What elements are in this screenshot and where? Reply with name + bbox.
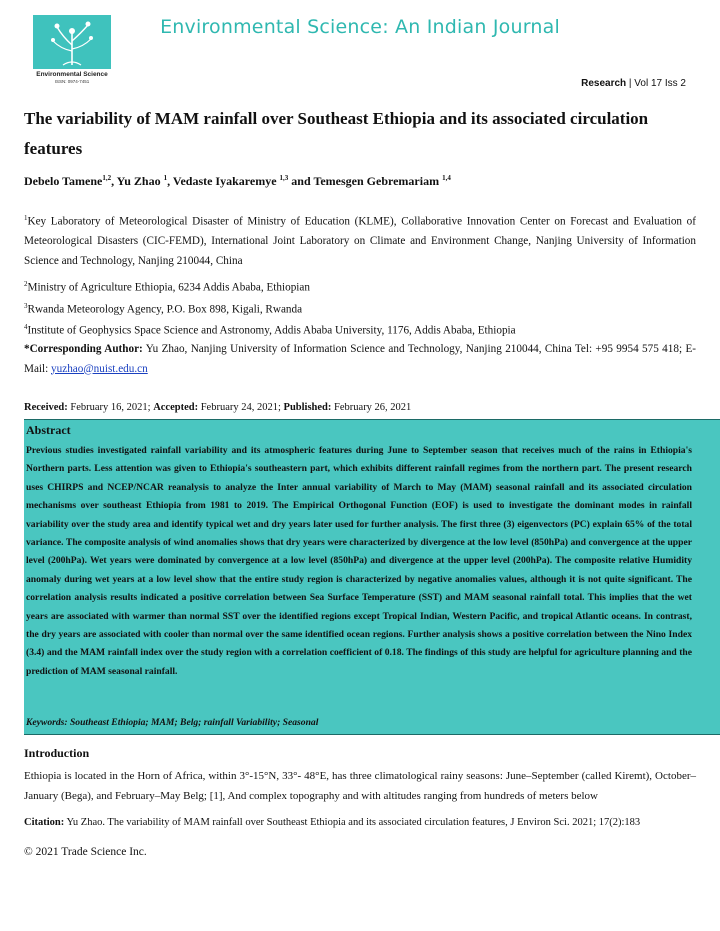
citation-text: Yu Zhao. The variability of MAM rainfall over Southeast Ethiopia and its associated circulation features, J Environ Sci. 2021; 17(2):183 xyxy=(66,817,641,828)
introduction-heading: Introduction xyxy=(24,746,90,760)
issue-line xyxy=(581,78,686,89)
author-name: Vedaste Iyakaremye xyxy=(172,174,277,188)
affiliation-text: Ministry of Agriculture Ethiopia, 6234 Addis Ababa, Ethiopian xyxy=(27,281,310,294)
author-affiliation-marker: 1,2 xyxy=(102,174,112,182)
author-affiliation-marker: 1,3 xyxy=(279,174,289,182)
published-label: Published: xyxy=(283,402,332,413)
affiliation-marker: 4 xyxy=(24,323,28,331)
author-name: Temesgen Gebremariam xyxy=(313,174,440,188)
affiliation xyxy=(24,209,696,271)
corresponding-author xyxy=(24,340,696,379)
author-name: Yu Zhao xyxy=(116,174,161,188)
author-affiliation-marker: 1 xyxy=(163,174,168,182)
affiliation-text: Rwanda Meteorology Agency, P.O. Box 898, Kigali, Rwanda xyxy=(27,303,303,316)
accepted-label: Accepted: xyxy=(153,402,199,413)
affiliation-marker: 2 xyxy=(24,280,28,288)
affiliation-marker: 1 xyxy=(24,214,28,222)
introduction-text: Ethiopia is located in the Horn of Africa, within 3°-15°N, 33°- 48°E, has three climatological rainy seasons: June–September (called Kiremt), October–January (Bega), and February–May Belg; [1], And complex topography and with altitudes ranging from hundreds of meters below xyxy=(24,770,696,802)
affiliation xyxy=(24,318,696,341)
author-name: Debelo Tamene xyxy=(24,174,103,188)
author-separator: , xyxy=(167,174,173,188)
citation xyxy=(24,816,696,830)
affiliation-marker: 3 xyxy=(24,302,28,310)
paper-title: The variability of MAM rainfall over Southeast Ethiopia and its associated circulation features xyxy=(24,109,649,158)
citation-label: Citation: xyxy=(24,817,65,828)
author-list xyxy=(24,174,451,189)
abstract-box xyxy=(24,419,720,735)
received-date: February 16, 2021; xyxy=(70,402,151,413)
logo-issn-text: ISSN: 0974-7451 xyxy=(54,79,90,84)
affiliation xyxy=(24,297,696,320)
article-type: Research xyxy=(581,78,627,89)
author-affiliation-marker: 1,4 xyxy=(442,174,451,182)
affiliation xyxy=(24,275,696,298)
received-label: Received: xyxy=(24,402,68,413)
email-link[interactable]: yuzhao@nuist.edu.cn xyxy=(51,362,148,375)
accepted-date: February 24, 2021; xyxy=(200,402,281,413)
author-separator: and xyxy=(288,174,314,188)
journal-logo xyxy=(33,15,111,93)
abstract-heading: Abstract xyxy=(26,423,71,437)
corresponding-label: *Corresponding Author: xyxy=(24,343,143,355)
keywords: Keywords: Southeast Ethiopia; MAM; Belg; rainfall Variability; Seasonal xyxy=(26,717,319,728)
copyright: © 2021 Trade Science Inc. xyxy=(24,846,147,858)
journal-title: Environmental Science: An Indian Journal xyxy=(160,16,560,38)
logo-brand-text: Environmental Science xyxy=(36,71,108,78)
published-date: February 26, 2021 xyxy=(334,402,412,413)
abstract-text: Previous studies investigated rainfall variability and its atmospheric features during June to September season that receives much of the rains in Ethiopia's Northern parts. Less attention was given to Ethiopia's southeastern part, which exhibits different rainfall regimes from the northern part. The present research uses CHIRPS and NCEP/NCAR reanalysis to analyze the Inter annual variability of March to May (MAM) seasonal rainfall and its associated circulation mechanisms over southeast Ethiopia from 1981 to 2019. The Empirical Orthogonal Function (EOF) is used to investigate the dominant modes in rainfall variability over the study area and identify typical wet and dry years later used for further analysis. The first three (3) eigenvectors (PC) explain 65% of the total variance. The composite analysis of wind anomalies shows that dry years were characterized by divergence at the low level (850hPa) and convergence at the upper level (200hPa). Wet years were dominated by convergence at a low level (850hPa) and divergence at the upper level (200hPa). The composite relative Humidity anomaly during wet years at a low level show that the entire study region is characterized by negative anomalies values, although it is not quite significant. The correlation analysis results indicated a positive correlation between Sea Surface Temperature (SST) and MAM seasonal rainfall total. This implies that the wet years are associated with warmer than normal SST over the identified regions except Tropical Indian, Western Pacific, and tropical Atlantic oceans. In contrast, the dry years are associated with cooler than normal over the same identified ocean regions. Further analysis shows a positive correlation between the Nino Index (3.4) and the MAM rainfall index over the study region with a correlation coefficient of 0.18. The findings of this study are helpful for agriculture planning and the prediction of MAM seasonal rainfall. xyxy=(26,445,692,677)
publication-dates xyxy=(24,402,411,413)
corresponding-text: Yu Zhao, Nanjing University of Information Science and Technology, Nanjing 210044, China Tel: +95 9954 575 418; E-Mail: xyxy=(24,343,697,375)
affiliation-text: Key Laboratory of Meteorological Disaster of Ministry of Education (KLME), Collaborative Innovation Center on Forecast and Evaluation of Meteorological Disasters (CIC-FEMD), International Joint Laboratory on Climate and Environment Change, Nanjing University of Information Science and Technology, Nanjing 210044, China xyxy=(24,215,696,267)
author-separator: , xyxy=(111,174,117,188)
plant-logo-icon xyxy=(33,15,111,69)
affiliation-text: Institute of Geophysics Space Science and Astronomy, Addis Ababa University, 1176, Addis Ababa, Ethiopia xyxy=(27,324,516,337)
volume-issue: | Vol 17 Iss 2 xyxy=(628,78,686,89)
